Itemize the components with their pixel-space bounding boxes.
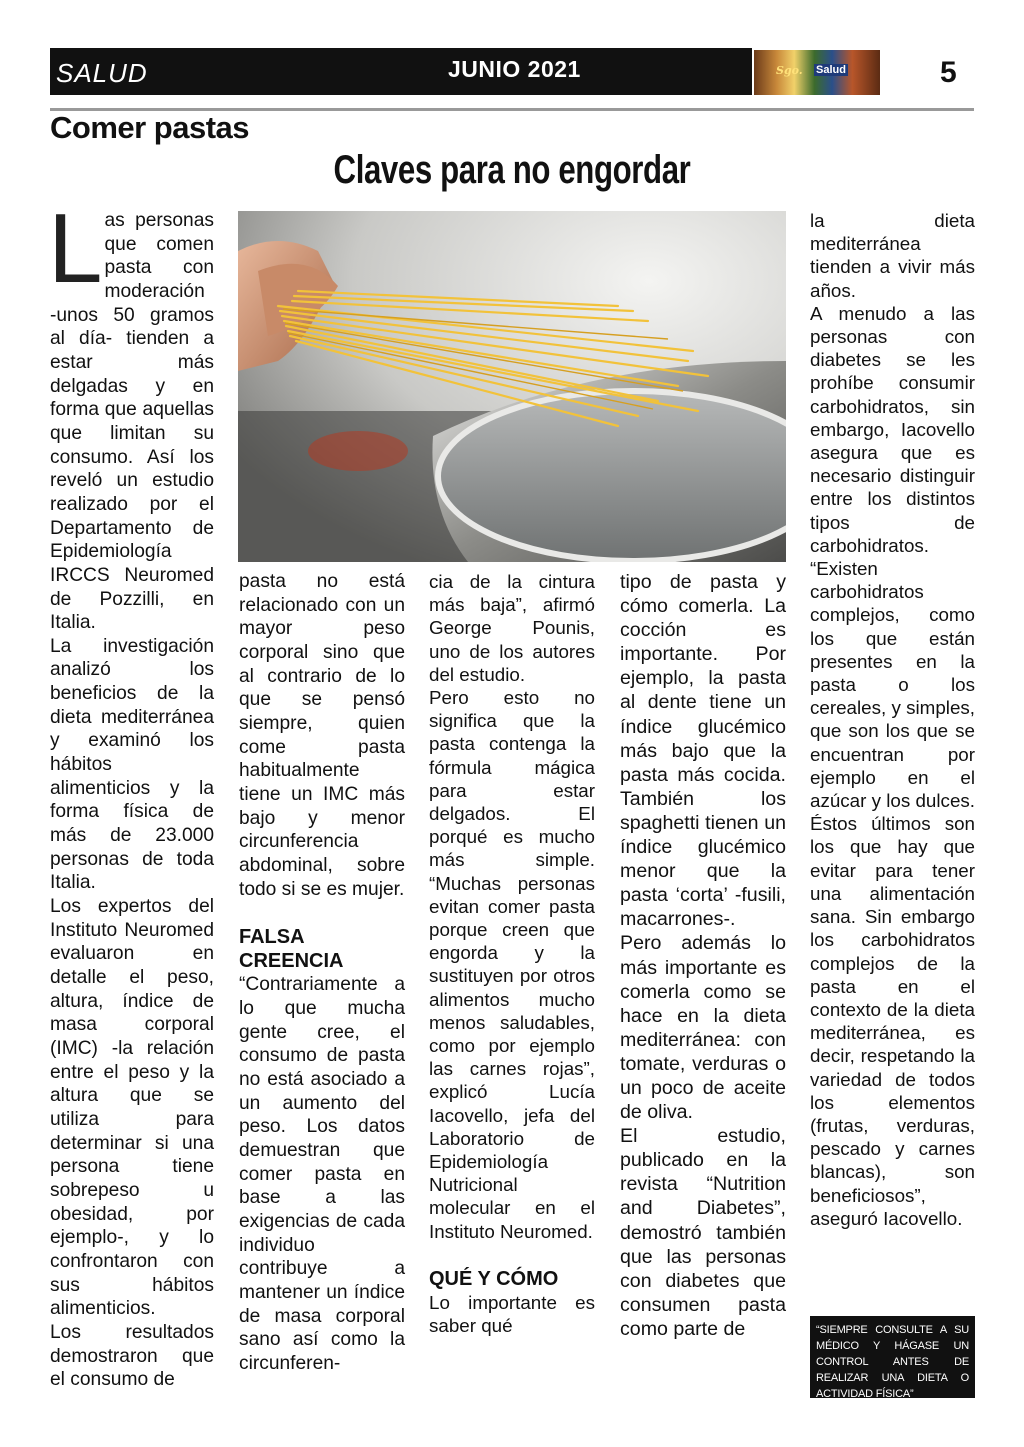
pasta-photo <box>238 211 786 562</box>
publication-logo <box>754 50 880 95</box>
logo-text-right: Salud <box>816 64 846 76</box>
drop-cap: L <box>48 193 103 303</box>
col3-paragraph: Pero esto no significa que la pasta contenga la fórmula mágica para estar delgados. El porqué es mucho más simple. “Muchas personas evitan comer pasta porque creen que engorda y la sustituyen por otros alimentos mucho menos saludables, como por ejemplo las carnes rojas”, explicó Lucía Iacovello, jefa del Laboratorio de Epidemiología Nutricional molecular en el Instituto Neuromed. <box>429 687 595 1242</box>
paragraph-gap <box>429 1243 595 1267</box>
col4-paragraph: tipo de pasta y cómo comerla. La cocción es importante. Por ejemplo, la pasta al dente tiene un índice glucémico más bajo que la pasta más cocida. También los spaghetti tienen un índice glucémico menor que la pasta ‘corta’ -fusili, macarrones-. <box>620 571 786 931</box>
health-advice-box <box>810 1316 975 1398</box>
subhead-falsa-creencia: FALSA CREENCIA <box>239 926 344 973</box>
logo-text-left: Sgo. <box>776 64 803 77</box>
col2-paragraph: pasta no está relacionado con un mayor peso corporal sino que al contrario de lo que se pensó siempre, quien come pasta habitualmente tiene un IMC más bajo y menor circunferencia abdominal, sobre todo si se es mujer. <box>239 571 405 900</box>
col1-paragraph: as personas que comen pasta con moderación -unos 50 gramos al día- tienden a estar más delgadas y en forma que aquellas que limitan su consumo. Así los reveló un estudio realizado por el Departamento de Epidemiología IRCCS Neuromed de Pozzilli, en Italia. <box>50 210 214 634</box>
col4-paragraph: Pero además lo más importante es comerla como se hace en la dieta mediterránea: con tomate, verduras o un poco de aceite de oliva. <box>620 932 786 1124</box>
col4-paragraph: El estudio, publicado en la revista “Nutrition and Diabetes”, demostró también que las personas con diabetes que consumen pasta como parte de <box>620 1125 786 1340</box>
article-kicker: Comer pastas <box>50 110 250 145</box>
col5-paragraph: la dieta mediterránea tienden a vivir más años. <box>810 210 975 301</box>
col5-paragraph: A menudo a las personas con diabetes se les prohíbe consumir carbohidratos, sin embargo, Iacovello asegura que es necesario distinguir entre los distintos tipos de carbohidratos. “Existen carbohidratos complejos, como los que están presentes en la pasta o los cereales, y simples, que son los que se encuentran por ejemplo en el azúcar y los dulces. Éstos últimos son los que hay que evitar para tener una alimentación sana. Sin embargo los carbohidratos complejos de la pasta en el contexto de la dieta mediterránea, es decir, respetando la variedad de todos los elementos (frutas, verduras, pescado y carnes blancas), son beneficiosos”, aseguró Iacovello. <box>810 302 975 1229</box>
article-column-2 <box>239 570 405 1376</box>
section-label: SALUD <box>56 58 148 88</box>
article-column-3 <box>429 570 595 1337</box>
col2-paragraph: “Contrariamente a lo que mucha gente cree, el consumo de pasta no está asociado a un aumento del peso. Los datos demuestran que comer pasta en base a las exigencias de cada individuo contribuye a mantener un índice de masa corporal sano así como la circunferen- <box>239 974 405 1374</box>
issue-date: JUNIO 2021 <box>448 56 581 82</box>
article-headline: Claves para no engordar <box>333 148 691 192</box>
col1-paragraph: Los expertos del Instituto Neuromed evaluaron en detalle el peso, altura, índice de masa corporal (IMC) -la relación entre el peso y la altura que se utiliza para determinar si una persona tiene sobrepeso u obesidad, por ejemplo-, y lo confrontaron con sus hábitos alimenticios. <box>50 896 214 1320</box>
article-column-5 <box>810 209 975 1230</box>
col1-paragraph: La investigación analizó los beneficios de la dieta mediterránea y examinó los hábitos alimenticios y la forma física de más de 23.000 personas de toda Italia. <box>50 635 214 894</box>
article-column-1 <box>48 193 214 1392</box>
col3-paragraph: cia de la cintura más baja”, afirmó George Pounis, uno de los autores del estudio. <box>429 571 595 685</box>
col3-paragraph: Lo importante es saber qué <box>429 1291 595 1337</box>
col1-paragraph: Los resultados demostraron que el consumo de <box>50 1321 214 1391</box>
health-advice-text: “SIEMPRE CONSULTE A SU MÉDICO Y HÁGASE UN CONTROL ANTES DE REALIZAR UNA DIETA O ACTIVIDAD FÍSICA” <box>816 1324 969 1400</box>
subhead-que-y-como: QUÉ Y CÓMO <box>429 1267 559 1290</box>
header-bar <box>50 48 752 95</box>
paragraph-gap <box>239 901 405 925</box>
pasta-photo-illustration <box>238 211 786 562</box>
page-number: 5 <box>940 56 957 89</box>
article-column-4 <box>620 570 786 1341</box>
